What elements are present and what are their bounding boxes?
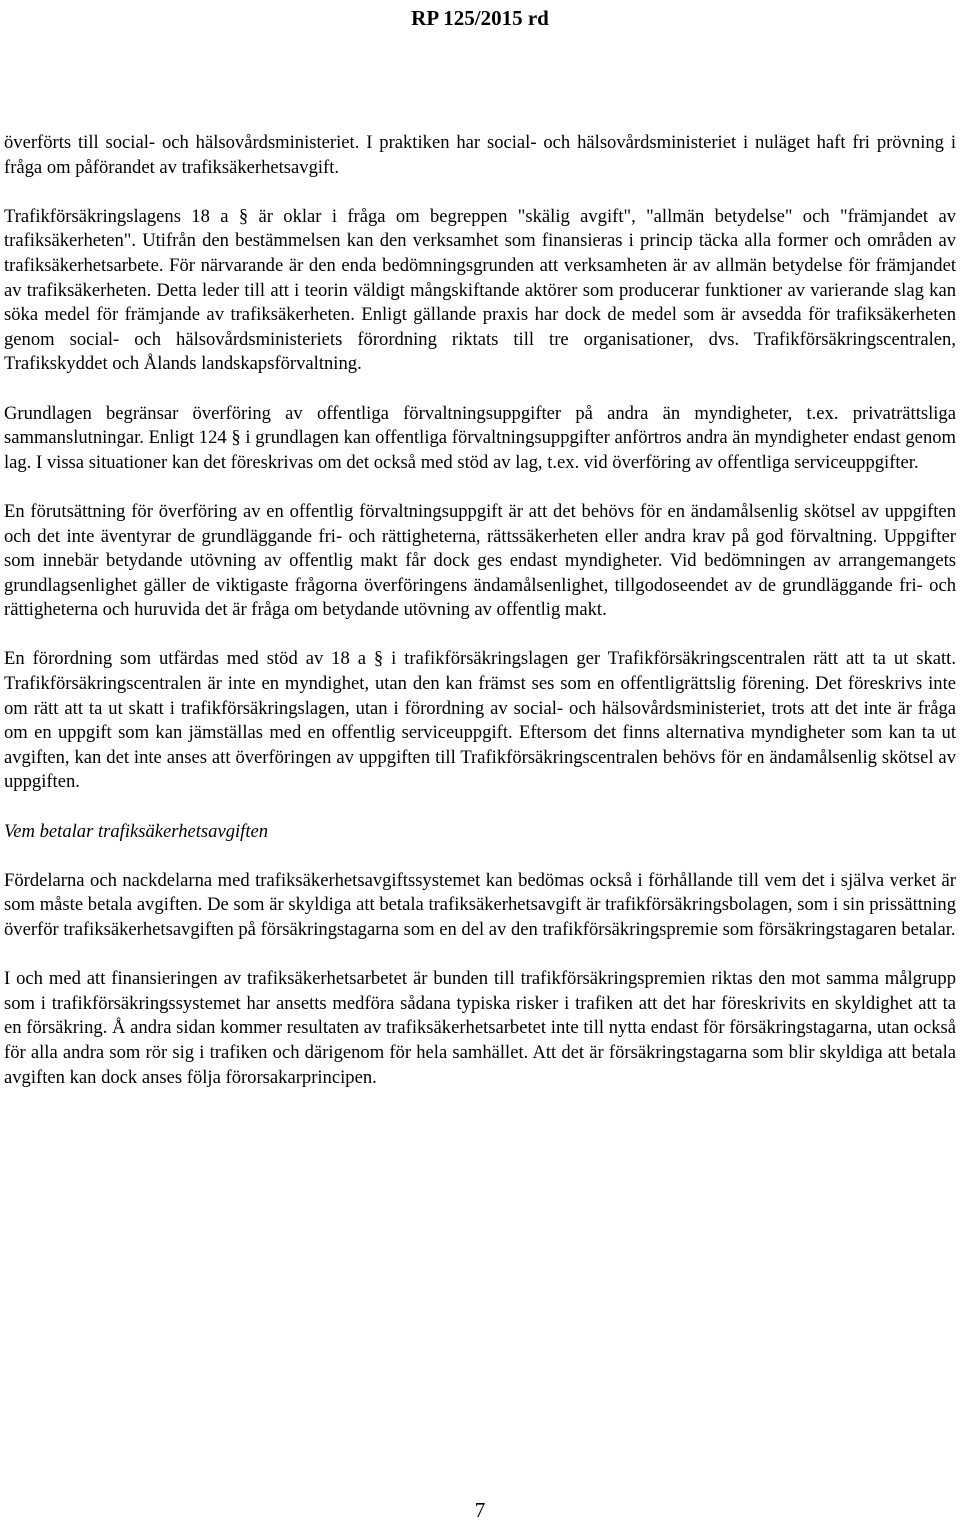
document-body: [4, 131, 956, 1090]
paragraph: Fördelarna och nackdelarna med trafiksäkerhetsavgiftssystemet kan bedömas också i förhållande till vem det i själva verket är som måste betala avgiften. De som är skyldiga att betala trafiksäkerhetsavgift är trafikförsäkringsbolagen, som i sin prissättning överför trafiksäkerhetsavgiften på försäkringstagarna som en del av den trafikförsäkringspremie som försäkringstagaren betalar.: [4, 869, 956, 940]
paragraph: Trafikförsäkringslagens 18 a § är oklar i fråga om begreppen "skälig avgift", "allmän betydelse" och "främjandet av trafiksäkerheten". Utifrån den bestämmelsen kan den verksamhet som finansieras i princip täcka alla former och områden av trafiksäkerhetsarbete. För närvarande är den enda bedömningsgrunden att verksamheten är av allmän betydelse för främjandet av trafiksäkerheten. Detta leder till att i teorin väldigt mångskiftande aktörer som producerar funktioner av varierande slag kan söka medel för främjande av trafiksäkerheten. Enligt gällande praxis har dock de medel som är avsedda för trafiksäkerheten genom social- och hälsovårdsministeriets förordning riktats till tre organisationer, dvs. Trafikförsäkringscentralen, Trafikskyddet och Ålands landskapsförvaltning.: [4, 205, 956, 375]
document-header: RP 125/2015 rd: [411, 6, 549, 30]
section-heading: Vem betalar trafiksäkerhetsavgiften: [4, 820, 269, 842]
paragraph: En förordning som utfärdas med stöd av 18 a § i trafikförsäkringslagen ger Trafikförsäkringscentralen rätt att ta ut skatt. Trafikförsäkringscentralen är inte en myndighet, utan den kan främst ses som en offentligrättslig förening. Det föreskrivs inte om rätt att ta ut skatt i trafikförsäkringslagen, utan i förordning av social- och hälsovårdsministeriet, trots att det inte är fråga om en uppgift som kan jämställas med en offentlig serviceuppgift. Eftersom det finns alternativa myndigheter som kan ta ut avgiften, kan det inte anses att överföringen av uppgiften till Trafikförsäkringscentralen behövs för en ändamålsenlig skötsel av uppgiften.: [4, 648, 956, 793]
page-number: 7: [474, 1498, 486, 1522]
paragraph: överförts till social- och hälsovårdsministeriet. I praktiken har social- och hälsovårdsministeriet i nuläget haft fri prövning i fråga om påförandet av trafiksäkerhetsavgift.: [4, 132, 956, 178]
paragraph: Grundlagen begränsar överföring av offentliga förvaltningsuppgifter på andra än myndigheter, t.ex. privaträttsliga sammanslutningar. Enligt 124 § i grundlagen kan offentliga förvaltningsuppgifter anförtros andra än myndigheter endast genom lag. I vissa situationer kan det föreskrivas om det också med stöd av lag, t.ex. vid överföring av offentliga serviceuppgifter.: [4, 402, 956, 473]
paragraph: En förutsättning för överföring av en offentlig förvaltningsuppgift är att det behövs för en ändamålsenlig skötsel av uppgiften och det inte äventyrar de grundläggande fri- och rättigheterna, rättssäkerheten eller andra krav på god förvaltning. Uppgifter som innebär betydande utövning av offentlig makt får dock ges endast myndigheter. Vid bedömningen av arrangemangets grundlagsenlighet gäller de viktigaste frågorna överföringens ändamålsenlighet, tillgodoseendet av de grundläggande fri- och rättigheterna och huruvida det är fråga om betydande utövning av offentlig makt.: [4, 500, 956, 621]
paragraph: I och med att finansieringen av trafiksäkerhetsarbetet är bunden till trafikförsäkringspremien riktas den mot samma målgrupp som i trafikförsäkringssystemet har ansetts medföra sådana typiska risker i trafiken att det har föreskrivits en skyldighet att ta en försäkring. Å andra sidan kommer resultaten av trafiksäkerhetsarbetet inte till nytta endast för försäkringstagarna, utan också för alla andra som rör sig i trafiken och därigenom för hela samhället. Att det är försäkringstagarna som blir skyldiga att betala avgiften kan dock anses följa förorsakarprincipen.: [4, 968, 956, 1088]
